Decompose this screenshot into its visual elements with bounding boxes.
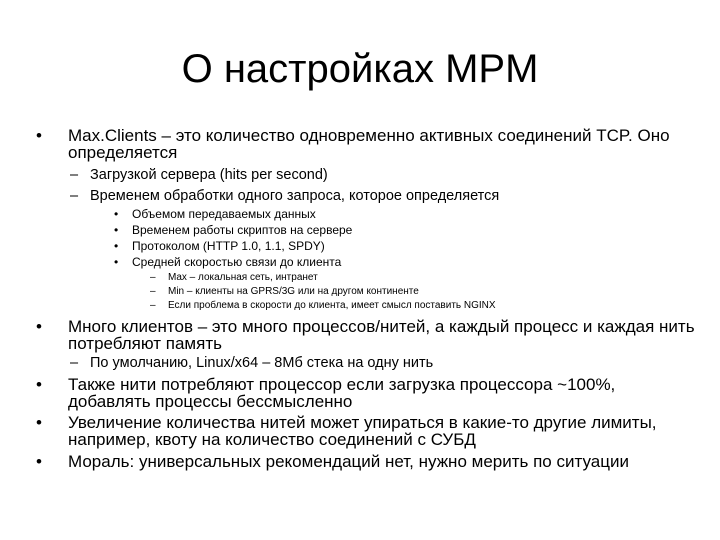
bullet-marker: • — [36, 452, 42, 471]
dash-marker: – — [150, 272, 156, 283]
sub-item-1: Загрузкой сервера (hits per second) — [90, 167, 328, 183]
sub-item-3: По умолчанию, Linux/x64 – 8Мб стека на одну нить — [90, 355, 434, 371]
sub-sub-item-2: Временем работы скриптов на сервере — [132, 223, 353, 237]
level4-item-3: Если проблема в скорости до клиента, имеет смысл поставить NGINX — [168, 300, 496, 311]
bullet-marker: • — [114, 223, 119, 237]
bullet-marker: • — [36, 126, 42, 145]
bullet-marker: • — [36, 317, 42, 336]
bullet-item-3: Также нити потребляют процессор если загрузка процессора ~100%, добавлять процессы бессмысленно — [68, 375, 616, 411]
bullet-marker: • — [114, 207, 119, 221]
dash-marker: – — [150, 286, 156, 297]
bullet-item-5: Мораль: универсальных рекомендаций нет, нужно мерить по ситуации — [68, 452, 629, 471]
dash-marker: – — [70, 355, 79, 371]
bullet-item-2: Много клиентов – это много процессов/нитей, а каждый процесс и каждая нить потребляют память — [68, 317, 695, 353]
bullet-marker: • — [36, 375, 42, 394]
bullet-marker: • — [114, 239, 119, 253]
sub-sub-item-3: Протоколом (HTTP 1.0, 1.1, SPDY) — [132, 239, 325, 253]
bullet-marker: • — [114, 255, 119, 269]
sub-item-2: Временем обработки одного запроса, которое определяется — [90, 188, 500, 204]
level4-item-1: Max – локальная сеть, интранет — [168, 272, 318, 283]
bullet-marker: • — [36, 413, 42, 432]
bullet-item-4: Увеличение количества нитей может упираться в какие-то другие лимиты, например, квоту на количество соединений с СУБД — [68, 413, 657, 449]
dash-marker: – — [70, 167, 79, 183]
dash-marker: – — [70, 188, 79, 204]
dash-marker: – — [150, 300, 156, 311]
sub-sub-item-4: Средней скоростью связи до клиента — [132, 255, 342, 269]
level4-item-2: Min – клиенты на GPRS/3G или на другом континенте — [168, 286, 419, 297]
slide-title: О настройках MPM — [181, 47, 539, 91]
bullet-item-1: Max.Clients – это количество одновременно активных соединений TCP. Оно определяется — [68, 126, 670, 162]
sub-sub-item-1: Объемом передаваемых данных — [132, 207, 316, 221]
